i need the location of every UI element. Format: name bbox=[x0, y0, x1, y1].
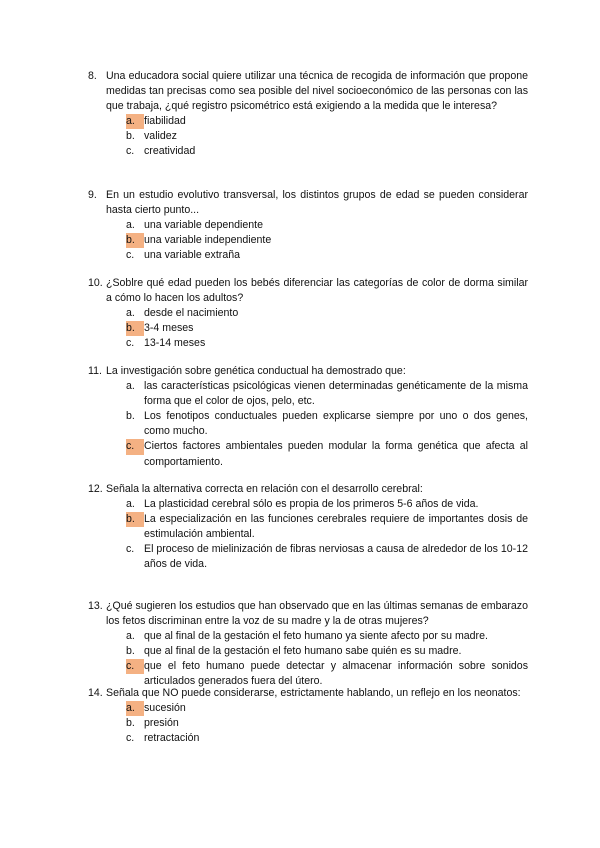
option-letter: a. bbox=[126, 498, 135, 511]
option-c[interactable] bbox=[126, 144, 528, 159]
option-letter: b. bbox=[126, 321, 144, 336]
option-b[interactable] bbox=[126, 512, 528, 542]
question-text: La investigación sobre genética conductual ha demostrado que: bbox=[106, 365, 406, 377]
option-c[interactable] bbox=[126, 731, 528, 746]
option-b[interactable] bbox=[126, 233, 528, 248]
option-letter: c. bbox=[126, 337, 135, 350]
option-text: 3-4 meses bbox=[144, 322, 194, 335]
option-a[interactable] bbox=[126, 114, 528, 129]
options-list bbox=[126, 218, 528, 263]
option-text: una variable extraña bbox=[144, 249, 240, 262]
option-text: retractación bbox=[144, 732, 200, 745]
options-list bbox=[126, 629, 528, 689]
option-a[interactable] bbox=[126, 497, 528, 512]
question-number: 12. bbox=[88, 483, 103, 495]
option-text: desde el nacimiento bbox=[144, 307, 239, 320]
option-c[interactable] bbox=[126, 439, 528, 469]
option-b[interactable] bbox=[126, 644, 528, 659]
question-12 bbox=[88, 482, 528, 573]
options-list bbox=[126, 379, 528, 470]
question-9 bbox=[88, 188, 528, 263]
question-text: Señala que NO puede considerarse, estrictamente hablando, un reflejo en los neonatos: bbox=[106, 687, 521, 699]
question-8 bbox=[88, 69, 528, 160]
option-text: que al final de la gestación el feto humano sabe quién es su madre. bbox=[144, 645, 462, 658]
question-text: Señala la alternativa correcta en relación con el desarrollo cerebral: bbox=[106, 483, 423, 495]
option-letter: b. bbox=[126, 717, 135, 730]
options-list bbox=[126, 497, 528, 572]
option-letter: b. bbox=[126, 410, 135, 423]
option-letter: b. bbox=[126, 233, 144, 248]
question-text: ¿Qué sugieren los estudios que han observado que en las últimas semanas de embarazo los fetos discriminan entre la voz de su madre y la de otras mujeres? bbox=[106, 600, 528, 628]
option-letter: a. bbox=[126, 701, 144, 716]
option-text: Los fenotipos conductuales pueden explicarse siempre por uno o dos genes, como mucho. bbox=[144, 410, 528, 438]
question-number: 14. bbox=[88, 687, 103, 699]
option-text: sucesión bbox=[144, 702, 186, 715]
options-list bbox=[126, 306, 528, 351]
option-letter: c. bbox=[126, 439, 144, 454]
option-text: La plasticidad cerebral sólo es propia de los primeros 5-6 años de vida. bbox=[144, 498, 479, 511]
options-list bbox=[126, 701, 528, 746]
option-letter: c. bbox=[126, 543, 135, 556]
option-letter: b. bbox=[126, 512, 144, 527]
question-text: ¿Soblre qué edad pueden los bebés diferenciar las categorías de color de dorma similar a cómo lo hacen los adultos? bbox=[106, 277, 528, 305]
option-letter: c. bbox=[126, 659, 144, 674]
option-letter: c. bbox=[126, 732, 135, 745]
question-number: 13. bbox=[88, 600, 103, 612]
option-text: validez bbox=[144, 130, 177, 143]
option-letter: c. bbox=[126, 145, 135, 158]
question-number: 8. bbox=[88, 70, 97, 82]
option-c[interactable] bbox=[126, 542, 528, 572]
option-text: una variable dependiente bbox=[144, 219, 263, 232]
option-letter: a. bbox=[126, 380, 135, 393]
option-text: las características psicológicas vienen determinadas genéticamente de la misma forma que el color de ojos, pelo, etc. bbox=[144, 380, 528, 408]
option-a[interactable] bbox=[126, 306, 528, 321]
option-letter: b. bbox=[126, 645, 135, 658]
option-a[interactable] bbox=[126, 629, 528, 644]
option-b[interactable] bbox=[126, 716, 528, 731]
question-text: En un estudio evolutivo transversal, los distintos grupos de edad se pueden considerar hasta cierto punto... bbox=[106, 189, 528, 217]
option-letter: b. bbox=[126, 130, 135, 143]
option-letter: a. bbox=[126, 114, 144, 129]
question-11 bbox=[88, 364, 528, 470]
option-text: que al final de la gestación el feto humano ya siente afecto por su madre. bbox=[144, 630, 488, 643]
option-text: creatividad bbox=[144, 145, 196, 158]
option-c[interactable] bbox=[126, 336, 528, 351]
option-a[interactable] bbox=[126, 218, 528, 233]
option-b[interactable] bbox=[126, 129, 528, 144]
question-number: 11. bbox=[88, 365, 102, 377]
question-number: 10. bbox=[88, 277, 103, 289]
option-text: Ciertos factores ambientales pueden modular la forma genética que afecta al comportamiento. bbox=[144, 440, 528, 468]
option-letter: a. bbox=[126, 219, 135, 232]
option-text: fiabilidad bbox=[144, 115, 186, 128]
question-10 bbox=[88, 276, 528, 351]
option-a[interactable] bbox=[126, 379, 528, 409]
option-text: una variable independiente bbox=[144, 234, 272, 247]
option-a[interactable] bbox=[126, 701, 528, 716]
option-letter: c. bbox=[126, 249, 135, 262]
option-letter: a. bbox=[126, 307, 135, 320]
options-list bbox=[126, 114, 528, 159]
option-c[interactable] bbox=[126, 248, 528, 263]
option-text: que el feto humano puede detectar y almacenar información sobre sonidos articulados generados fuera del útero. bbox=[144, 660, 528, 688]
option-text: La especialización en las funciones cerebrales requiere de importantes dosis de estimulación ambiental. bbox=[144, 513, 528, 541]
question-13 bbox=[88, 599, 528, 690]
option-b[interactable] bbox=[126, 409, 528, 439]
option-b[interactable] bbox=[126, 321, 528, 336]
option-text: presión bbox=[144, 717, 179, 730]
question-number: 9. bbox=[88, 189, 97, 201]
option-text: 13-14 meses bbox=[144, 337, 206, 350]
question-text: Una educadora social quiere utilizar una técnica de recogida de información que propone medidas tan precisas como sea posible del nivel socioeconómico de las personas con las que trabaja, ¿qué registro psicométrico está exigiendo a la medida que le interesa? bbox=[106, 70, 528, 113]
question-14 bbox=[88, 686, 528, 746]
option-letter: a. bbox=[126, 630, 135, 643]
option-text: El proceso de mielinización de fibras nerviosas a causa de alrededor de los 10-12 años de vida. bbox=[144, 543, 528, 571]
